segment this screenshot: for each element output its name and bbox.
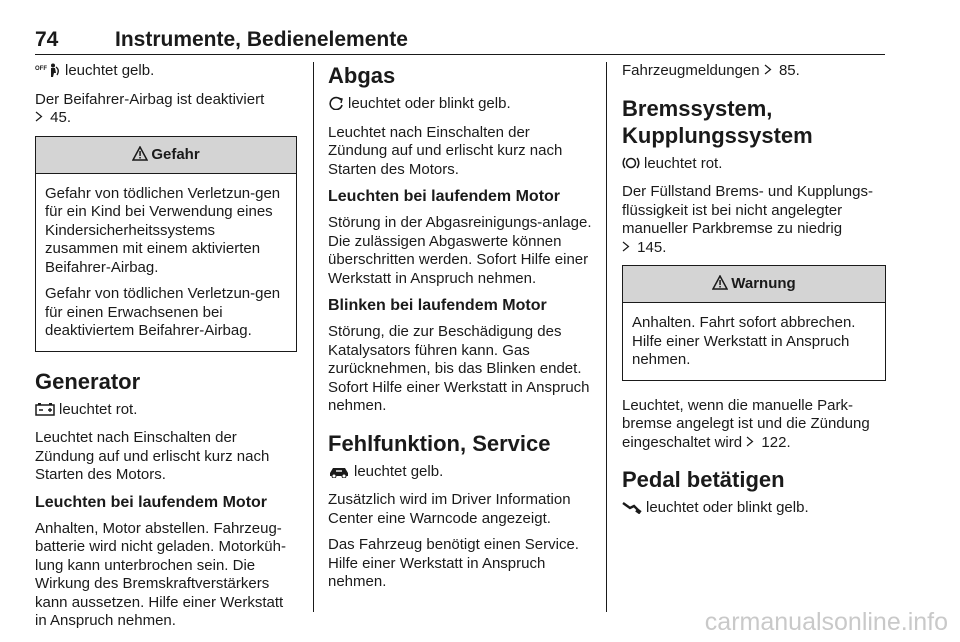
- danger-box-body: [36, 174, 296, 351]
- abgas-text: Leuchtet nach Einschalten der Zündung auf und erlischt kurz nach Starten des Motors.: [328, 123, 563, 178]
- generator-sub-text: Anhalten, Motor abstellen. Fahrzeug-batterie wird nicht geladen. Motorküh-lung kann unterbrochen sein. Die Wirkung des Bremskraftverstärkers kann aussetzen. Hilfe einer Werkstatt in Anspruch nehmen.: [35, 519, 286, 629]
- pedal-status: leuchtet oder blinkt gelb.: [646, 499, 809, 516]
- airbag-off-line: [35, 62, 297, 83]
- brake-text-body: Der Füllstand Brems- und Kupplungs-flüssigkeit ist bei nicht angelegter manueller Parkbremse zu niedrig: [622, 183, 873, 237]
- generator-text: Leuchtet nach Einschalten der Zündung auf und erlischt kurz nach Starten des Motors.: [35, 429, 270, 483]
- warning-triangle-icon: [132, 146, 148, 165]
- vehicle-messages-page: 85.: [778, 62, 800, 79]
- danger-box-title: Gefahr: [151, 145, 200, 163]
- car-wrench-icon: [328, 464, 350, 484]
- abgas-heading: Abgas: [328, 63, 396, 88]
- engine-check-icon: [328, 96, 344, 116]
- airbag-off-description: [35, 91, 297, 128]
- generator-heading: Generator: [35, 368, 141, 394]
- service-text: Zusätzlich wird im Driver Information Center eine Warncode angezeigt.: [328, 491, 571, 527]
- generator-subheading: Leuchten bei laufendem Motor: [35, 493, 268, 511]
- page-header: [35, 28, 885, 55]
- brake-text: [622, 183, 886, 257]
- warning-box-body: [623, 303, 885, 380]
- brake-ref: 145.: [637, 238, 667, 256]
- service-heading: Fehlfunktion, Service: [328, 430, 551, 456]
- danger-box: [35, 136, 297, 352]
- pedal-icon: [622, 500, 642, 520]
- service-text: Das Fahrzeug benötigt einen Service. Hilfe einer Werkstatt in Anspruch nehmen.: [328, 536, 579, 590]
- column-divider: [606, 62, 607, 612]
- page-ref-icon: [35, 109, 47, 126]
- airbag-off-status: leuchtet gelb.: [65, 62, 155, 79]
- danger-paragraph: Gefahr von tödlichen Verletzun-gen für einen Erwachsenen bei deaktiviertem Beifahrer-Airbag.: [45, 285, 281, 339]
- airbag-off-icon: [35, 63, 61, 83]
- page-ref-icon: [764, 62, 776, 79]
- abgas-status: leuchtet oder blinkt gelb.: [348, 95, 511, 112]
- service-status: leuchtet gelb.: [354, 462, 444, 480]
- vehicle-messages-ref: [622, 62, 886, 81]
- warning-box-title: Warnung: [731, 275, 796, 292]
- parking-brake-body: Leuchtet, wenn die manuelle Park-bremse angelegt ist und die Zündung eingeschaltet wird: [622, 396, 870, 451]
- brake-system-icon: [622, 156, 640, 176]
- generator-status: leuchtet rot.: [59, 400, 138, 418]
- danger-box-header: [36, 137, 296, 174]
- danger-paragraph: Gefahr von tödlichen Verletzun-gen für ein Kind bei Verwendung eines Kindersicherheitssystems zusammen mit einem aktivierten Beifahrer-Airbag.: [45, 184, 281, 276]
- chapter-title: Instrumente, Bedienelemente: [115, 28, 408, 51]
- watermark: carmanualsonline.info: [704, 608, 948, 636]
- battery-icon: [35, 402, 55, 422]
- abgas-sub1-heading: Leuchten bei laufendem Motor: [328, 188, 561, 205]
- brake-icon-line: [622, 155, 886, 176]
- warning-paragraph: Anhalten. Fahrt sofort abbrechen. Hilfe einer Werkstatt in Anspruch nehmen.: [632, 314, 856, 368]
- page-ref-icon: [746, 434, 758, 451]
- page-ref-icon: [622, 239, 634, 256]
- warning-triangle-icon: [712, 275, 728, 294]
- airbag-off-text: Der Beifahrer-Airbag ist deaktiviert: [35, 90, 265, 108]
- column-divider: [313, 62, 314, 612]
- pedal-heading: Pedal betätigen: [622, 467, 785, 492]
- abgas-icon-line: [328, 95, 592, 116]
- vehicle-messages-text: Fahrzeugmeldungen: [622, 62, 760, 79]
- column-left: [35, 62, 297, 639]
- svg-text:OFF: OFF: [35, 66, 47, 72]
- abgas-sub2-text: Störung, die zur Beschädigung des Katalysators führen kann. Gas zurücknehmen, bis das Blinken endet. Sofort Hilfe einer Werkstatt in Anspruch nehmen.: [328, 323, 590, 414]
- warning-box: [622, 265, 886, 381]
- pedal-icon-line: [622, 499, 886, 520]
- airbag-off-ref: 45.: [50, 109, 72, 126]
- abgas-sub2-heading: Blinken bei laufendem Motor: [328, 297, 547, 314]
- column-right: [622, 62, 886, 528]
- column-middle: [328, 62, 592, 600]
- brake-status: leuchtet rot.: [644, 154, 723, 172]
- parking-brake-ref: 122.: [761, 433, 791, 451]
- generator-icon-line: [35, 401, 297, 422]
- warning-box-header: [623, 266, 885, 303]
- abgas-sub1-text: Störung in der Abgasreinigungs-anlage. Die zulässigen Abgaswerte können überschritten werden. Sofort Hilfe einer Werkstatt in Anspruch nehmen.: [328, 214, 592, 287]
- brake-heading: Bremssystem, Kupplungssystem: [622, 95, 813, 148]
- parking-brake-text: [622, 397, 886, 453]
- service-icon-line: [328, 463, 592, 484]
- page-number: 74: [35, 28, 59, 51]
